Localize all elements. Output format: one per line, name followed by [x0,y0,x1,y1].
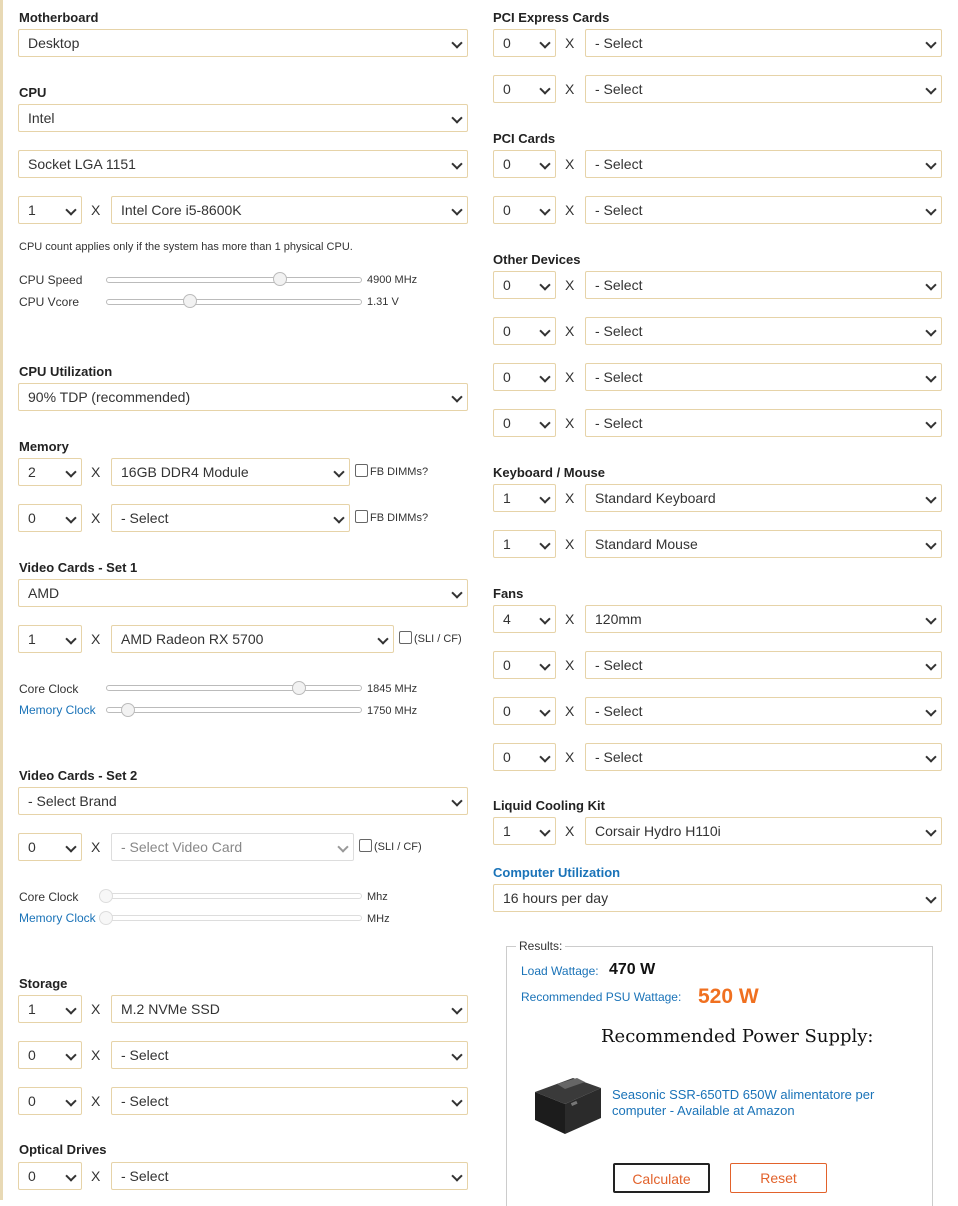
other-devices-label: Other Devices [493,252,581,267]
video2-memory-clock-handle[interactable] [99,911,113,925]
memory-count-select[interactable] [18,504,82,532]
multiply-sign: X [91,464,101,480]
keyboard-type-value: Standard Keyboard [595,490,716,506]
other-count-select[interactable] [493,271,556,299]
chevron-down-icon [539,538,550,549]
pcie-count-select[interactable] [493,29,556,57]
pci-express-cards-label: PCI Express Cards [493,10,610,25]
core-clock-label: Core Clock [19,682,79,696]
memory-label: Memory [19,439,69,454]
other-type-select[interactable] [585,271,942,299]
memory-type-select[interactable] [111,504,350,532]
pci-count-value: 0 [503,202,511,218]
cpu-label: CPU [19,85,47,100]
chevron-down-icon [539,417,550,428]
cpu-speed-label: CPU Speed [19,273,83,287]
pci-cards-label: PCI Cards [493,131,556,146]
other-count-value: 0 [503,323,511,339]
video2-brand-select[interactable] [18,787,468,815]
chevron-down-icon [539,158,550,169]
memory-type-value: - Select [121,510,169,526]
sli-cf-checkbox[interactable] [359,839,372,852]
chevron-down-icon [65,512,76,523]
optical-type-select[interactable] [111,1162,468,1190]
chevron-down-icon [539,83,550,94]
liquid-count-select[interactable] [493,817,556,845]
optical-count-value: 0 [28,1168,36,1184]
multiply-sign: X [565,611,575,627]
chevron-down-icon [925,705,936,716]
other-type-value: - Select [595,369,643,385]
chevron-down-icon [65,204,76,215]
multiply-sign: X [565,749,575,765]
cpu-vcore-value: 1.31 V [367,296,399,308]
mouse-count-select[interactable] [493,530,556,558]
optical-count-select[interactable] [18,1162,82,1190]
storage-type-value: - Select [121,1093,169,1109]
multiply-sign: X [91,1047,101,1063]
storage-count-value: 0 [28,1093,36,1109]
chevron-down-icon [925,158,936,169]
other-type-select[interactable] [585,317,942,345]
chevron-down-icon [539,705,550,716]
memory-type-select[interactable] [111,458,350,486]
multiply-sign: X [91,202,101,218]
video1-memory-clock-value: 1750 MHz [367,705,418,717]
liquid-type-select[interactable] [585,817,942,845]
chevron-down-icon [65,466,76,477]
load-wattage-value: 470 W [609,961,656,978]
chevron-down-icon [539,751,550,762]
multiply-sign: X [91,1001,101,1017]
chevron-down-icon [451,37,462,48]
storage-count-select[interactable] [18,995,82,1023]
chevron-down-icon [451,1170,462,1181]
chevron-down-icon [925,417,936,428]
chevron-down-icon [925,279,936,290]
pci-type-value: - Select [595,202,643,218]
chevron-down-icon [925,83,936,94]
video2-core-clock-slider[interactable] [100,893,362,899]
chevron-down-icon [451,1049,462,1060]
pci-count-select[interactable] [493,196,556,224]
multiply-sign: X [565,35,575,51]
multiply-sign: X [565,81,575,97]
keyboard-type-select[interactable] [585,484,942,512]
multiply-sign: X [565,369,575,385]
cpu-brand-select[interactable] [18,104,468,132]
chevron-down-icon [451,112,462,123]
chevron-down-icon [539,37,550,48]
storage-count-select[interactable] [18,1041,82,1069]
pcie-type-value: - Select [595,81,643,97]
cpu-model-value: Intel Core i5-8600K [121,202,242,218]
chevron-down-icon [925,751,936,762]
cpu-socket-value: Socket LGA 1151 [28,156,136,172]
chevron-down-icon [539,325,550,336]
page-left-border [0,0,3,1200]
chevron-down-icon [333,512,344,523]
fans-count-value: 0 [503,657,511,673]
chevron-down-icon [539,371,550,382]
optical-drives-label: Optical Drives [19,1142,107,1157]
cpu-vcore-label: CPU Vcore [19,295,80,309]
pcie-count-select[interactable] [493,75,556,103]
cpu-model-select[interactable] [111,196,468,224]
video-set2-label: Video Cards - Set 2 [19,768,138,783]
chevron-down-icon [539,204,550,215]
calculate-button[interactable]: Calculate [613,1163,710,1193]
memory-clock-link[interactable]: Memory Clock [19,703,96,717]
computer-utilization-value: 16 hours per day [503,890,609,906]
storage-type-select[interactable] [111,1041,468,1069]
fans-count-value: 4 [503,611,511,627]
chevron-down-icon [539,613,550,624]
other-type-value: - Select [595,323,643,339]
chevron-down-icon [925,325,936,336]
fans-type-value: 120mm [595,611,642,627]
other-type-select[interactable] [585,409,942,437]
cpu-speed-value: 4900 MHz [367,274,418,286]
fans-count-value: 0 [503,749,511,765]
pci-type-select[interactable] [585,150,942,178]
fb-dimms-checkbox[interactable] [355,464,368,477]
pcie-count-value: 0 [503,81,511,97]
keyboard-count-select[interactable] [493,484,556,512]
chevron-down-icon [925,538,936,549]
cpu-speed-slider[interactable] [106,277,362,283]
other-count-select[interactable] [493,409,556,437]
other-type-value: - Select [595,415,643,431]
fb-dimms-label: FB DIMMs? [370,512,429,524]
chevron-down-icon [65,1170,76,1181]
chevron-down-icon [65,633,76,644]
chevron-down-icon [539,279,550,290]
pci-count-select[interactable] [493,150,556,178]
pcie-count-value: 0 [503,35,511,51]
cpu-count-value: 1 [28,202,36,218]
pcie-type-select[interactable] [585,75,942,103]
multiply-sign: X [91,1168,101,1184]
memory-clock-link[interactable]: Memory Clock [19,911,96,925]
pci-type-value: - Select [595,156,643,172]
fans-count-select[interactable] [493,743,556,771]
video2-memory-clock-unit: MHz [367,913,390,925]
video2-model-select[interactable] [111,833,354,861]
computer-utilization-label[interactable]: Computer Utilization [493,865,621,880]
video2-model-value: - Select Video Card [121,839,243,855]
chevron-down-icon [925,371,936,382]
multiply-sign: X [565,415,575,431]
sli-cf-label: (SLI / CF) [374,841,422,853]
motherboard-value: Desktop [28,35,80,51]
pcie-type-value: - Select [595,35,643,51]
other-type-select[interactable] [585,363,942,391]
psu-wattage-label: Recommended PSU Wattage: [521,990,682,1004]
chevron-down-icon [925,892,936,903]
storage-count-select[interactable] [18,1087,82,1115]
pci-type-select[interactable] [585,196,942,224]
fans-label: Fans [493,586,524,601]
chevron-down-icon [451,158,462,169]
multiply-sign: X [91,1093,101,1109]
other-type-value: - Select [595,277,643,293]
load-wattage-label: Load Wattage: [521,964,599,978]
chevron-down-icon [377,633,388,644]
video1-core-clock-value: 1845 MHz [367,683,418,695]
mouse-type-value: Standard Mouse [595,536,698,552]
chevron-down-icon [925,492,936,503]
psu-wattage-value: 520 W [698,985,759,1008]
sli-cf-label: (SLI / CF) [414,633,462,645]
video1-memory-clock-slider[interactable] [106,707,362,713]
multiply-sign: X [91,839,101,855]
chevron-down-icon [451,204,462,215]
mouse-count-value: 1 [503,536,511,552]
chevron-down-icon [925,825,936,836]
liquid-cooling-label: Liquid Cooling Kit [493,798,605,813]
chevron-down-icon [451,1003,462,1014]
other-count-value: 0 [503,369,511,385]
fb-dimms-label: FB DIMMs? [370,466,429,478]
pcie-type-select[interactable] [585,29,942,57]
fans-type-select[interactable] [585,651,942,679]
multiply-sign: X [565,823,575,839]
cpu-utilization-select[interactable] [18,383,468,411]
cpu-brand-value: Intel [28,110,55,126]
storage-count-value: 0 [28,1047,36,1063]
video2-brand-value: - Select Brand [28,793,117,809]
multiply-sign: X [565,202,575,218]
storage-type-value: - Select [121,1047,169,1063]
chevron-down-icon [925,659,936,670]
chevron-down-icon [65,1049,76,1060]
multiply-sign: X [565,490,575,506]
video1-count-select[interactable] [18,625,82,653]
video-set1-label: Video Cards - Set 1 [19,560,138,575]
power-supply-image [527,1072,605,1138]
chevron-down-icon [65,841,76,852]
fans-count-select[interactable] [493,605,556,633]
chevron-down-icon [451,587,462,598]
video1-count-value: 1 [28,631,36,647]
other-count-value: 0 [503,415,511,431]
chevron-down-icon [333,466,344,477]
video2-core-clock-unit: Mhz [367,891,388,903]
chevron-down-icon [539,659,550,670]
sli-cf-checkbox[interactable] [399,631,412,644]
video1-brand-select[interactable] [18,579,468,607]
fans-count-value: 0 [503,703,511,719]
cpu-count-note: CPU count applies only if the system has more than 1 physical CPU. [19,241,353,253]
video1-model-select[interactable] [111,625,394,653]
multiply-sign: X [91,631,101,647]
liquid-count-value: 1 [503,823,511,839]
fans-type-select[interactable] [585,697,942,725]
multiply-sign: X [565,323,575,339]
chevron-down-icon [451,795,462,806]
core-clock-label: Core Clock [19,890,79,904]
video1-model-value: AMD Radeon RX 5700 [121,631,264,647]
fans-type-select[interactable] [585,605,942,633]
reset-button[interactable]: Reset [730,1163,827,1193]
multiply-sign: X [565,657,575,673]
memory-count-value: 0 [28,510,36,526]
fans-type-value: - Select [595,749,643,765]
chevron-down-icon [451,1095,462,1106]
fans-type-select[interactable] [585,743,942,771]
chevron-down-icon [539,825,550,836]
chevron-down-icon [925,204,936,215]
storage-label: Storage [19,976,68,991]
cpu-speed-slider-handle[interactable] [273,272,287,286]
fans-count-select[interactable] [493,651,556,679]
fans-type-value: - Select [595,703,643,719]
cpu-socket-select[interactable] [18,150,468,178]
chevron-down-icon [451,391,462,402]
psu-product-link[interactable]: Seasonic SSR-650TD 650W alimentatore per computer - Available at Amazon [612,1087,875,1118]
video1-brand-value: AMD [28,585,60,601]
cpu-vcore-slider[interactable] [106,299,362,305]
motherboard-label: Motherboard [19,10,99,25]
chevron-down-icon [925,613,936,624]
chevron-down-icon [337,841,348,852]
cpu-vcore-slider-handle[interactable] [183,294,197,308]
fans-type-value: - Select [595,657,643,673]
cpu-utilization-value: 90% TDP (recommended) [28,389,191,405]
liquid-type-value: Corsair Hydro H110i [595,823,721,839]
mouse-type-select[interactable] [585,530,942,558]
motherboard-select[interactable] [18,29,468,57]
multiply-sign: X [565,536,575,552]
results-legend: Results: [516,939,565,953]
video2-count-value: 0 [28,839,36,855]
chevron-down-icon [925,37,936,48]
other-count-select[interactable] [493,317,556,345]
keyboard-count-value: 1 [503,490,511,506]
keyboard-mouse-label: Keyboard / Mouse [493,465,605,480]
storage-type-select[interactable] [111,995,468,1023]
storage-count-value: 1 [28,1001,36,1017]
recommended-psu-title: Recommended Power Supply: [601,1026,874,1047]
video2-memory-clock-slider[interactable] [100,915,362,921]
other-count-select[interactable] [493,363,556,391]
multiply-sign: X [91,510,101,526]
fans-count-select[interactable] [493,697,556,725]
chevron-down-icon [65,1095,76,1106]
chevron-down-icon [65,1003,76,1014]
storage-type-value: M.2 NVMe SSD [121,1001,220,1017]
memory-count-value: 2 [28,464,36,480]
multiply-sign: X [565,156,575,172]
video1-core-clock-slider[interactable] [106,685,362,691]
video2-core-clock-handle[interactable] [99,889,113,903]
other-count-value: 0 [503,277,511,293]
video1-core-clock-handle[interactable] [292,681,306,695]
storage-type-select[interactable] [111,1087,468,1115]
chevron-down-icon [539,492,550,503]
fb-dimms-checkbox[interactable] [355,510,368,523]
cpu-utilization-label: CPU Utilization [19,364,113,379]
video1-memory-clock-handle[interactable] [121,703,135,717]
memory-type-value: 16GB DDR4 Module [121,464,249,480]
cpu-count-select[interactable] [18,196,82,224]
multiply-sign: X [565,703,575,719]
computer-utilization-select[interactable] [493,884,942,912]
memory-count-select[interactable] [18,458,82,486]
video2-count-select[interactable] [18,833,82,861]
multiply-sign: X [565,277,575,293]
optical-type-value: - Select [121,1168,169,1184]
pci-count-value: 0 [503,156,511,172]
